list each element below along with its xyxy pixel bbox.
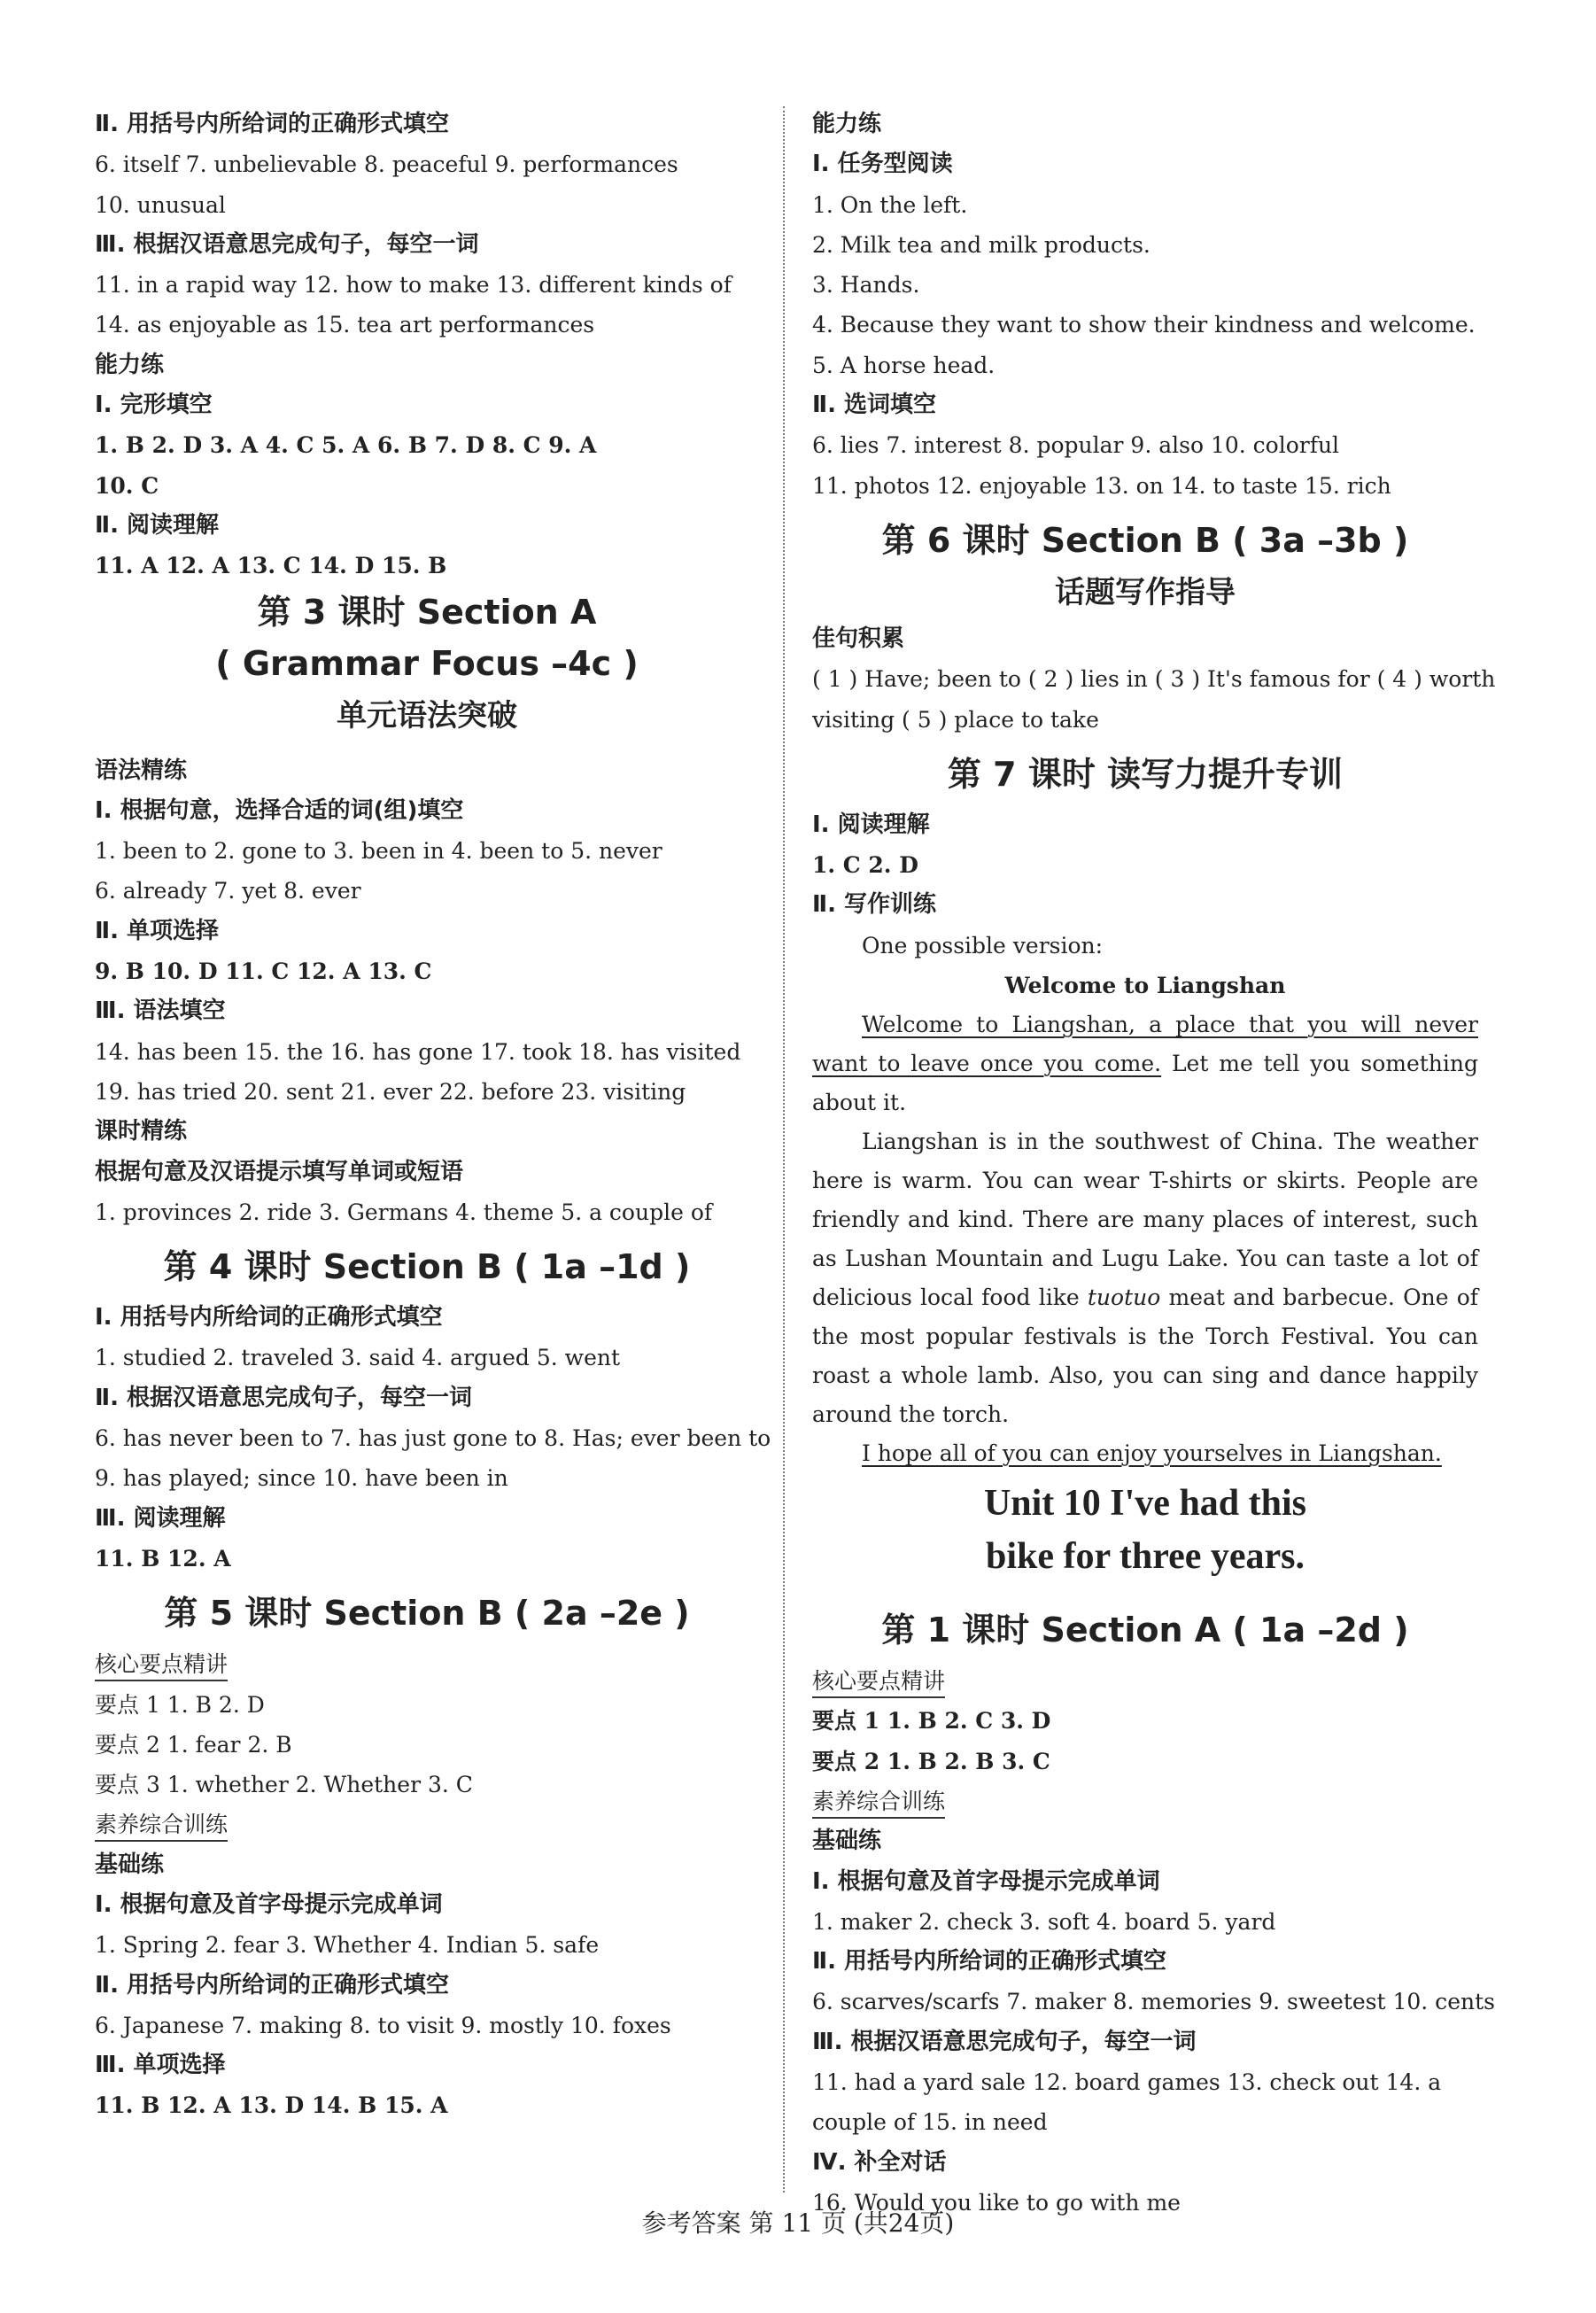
section-heading: Ⅱ. 选词填空 [812, 392, 937, 419]
answer-line: 9. B 10. D 11. C 12. A 13. C [95, 959, 432, 985]
answer-line: 要点 3 1. whether 2. Whether 3. C [95, 1772, 473, 1798]
section-heading: Ⅱ. 写作训练 [812, 891, 937, 919]
section-heading: Ⅳ. 补全对话 [812, 2148, 947, 2176]
essay-title: Welcome to Liangshan [1004, 973, 1286, 999]
lesson-title: 第 4 课时 Section B ( 1a –1d ) [163, 1247, 691, 1287]
lesson-title: 第 7 课时 读写力提升专训 [947, 754, 1344, 794]
answer-line: 1. Spring 2. fear 3. Whether 4. Indian 5. safe [95, 1932, 600, 1959]
answer-line: 1. C 2. D [812, 852, 918, 879]
answer-line: 16. Would you like to go with me [812, 2189, 1181, 2216]
answer-line: 1. B 2. D 3. A 4. C 5. A 6. B 7. D 8. C 9. A [95, 432, 597, 459]
section-heading: Ⅱ. 用括号内所给词的正确形式填空 [812, 1948, 1167, 1975]
unit-title-line2: bike for three years. [985, 1536, 1305, 1578]
answer-line: 6. scarves/scarfs 7. maker 8. memories 9. sweetest 10. cents [812, 1989, 1495, 2015]
section-heading: Ⅲ. 根据汉语意思完成句子，每空一词 [812, 2028, 1197, 2055]
answer-line: visiting ( 5 ) place to take [812, 706, 1099, 733]
answer-line: 5. A horse head. [812, 352, 996, 378]
section-heading: Ⅲ. 阅读理解 [95, 1504, 226, 1532]
section-heading: Ⅰ. 用括号内所给词的正确形式填空 [95, 1304, 443, 1331]
answer-line: 14. as enjoyable as 15. tea art performances [95, 312, 595, 338]
section-heading: Ⅱ. 根据汉语意思完成句子，每空一词 [95, 1384, 473, 1411]
essay-paragraph: Welcome to Liangshan, a place that you will never want to leave once you come. Let me tell you something about it. [812, 1012, 1479, 1116]
section-heading: Ⅲ. 单项选择 [95, 2052, 226, 2079]
core-points-heading: 核心要点精讲 [95, 1644, 759, 1684]
answer-line: 要点 1 1. B 2. C 3. D [812, 1708, 1051, 1735]
section-heading: 课时精练 [95, 1118, 188, 1145]
answer-line: 10. C [95, 472, 159, 499]
answer-line: 4. Because they want to show their kindness and welcome. [812, 312, 1476, 338]
answer-line: 6. already 7. yet 8. ever [95, 878, 361, 904]
answer-line: 14. has been 15. the 16. has gone 17. took 18. has visited [95, 1038, 741, 1065]
answer-line: 1. studied 2. traveled 3. said 4. argued 5. went [95, 1345, 621, 1371]
answer-line: 6. has never been to 7. has just gone to 8. Has; ever been to [95, 1425, 771, 1452]
answer-line: 19. has tried 20. sent 21. ever 22. before 23. visiting [95, 1078, 686, 1105]
answer-line: 9. has played; since 10. have been in [95, 1465, 508, 1492]
training-heading: 素养综合训练 [95, 1805, 759, 1844]
section-heading: 能力练 [812, 111, 882, 137]
section-heading: 根据句意及汉语提示填写单词或短语 [95, 1158, 464, 1185]
section-heading: Ⅰ. 根据句意，选择合适的词(组)填空 [95, 796, 464, 824]
answer-line: 11. photos 12. enjoyable 13. on 14. to taste 15. rich [812, 472, 1391, 499]
answer-line: 11. in a rapid way 12. how to make 13. different kinds of [95, 272, 732, 299]
section-heading: Ⅱ. 阅读理解 [95, 511, 220, 539]
answer-line: ( 1 ) Have; been to ( 2 ) lies in ( 3 ) It's famous for ( 4 ) worth [812, 666, 1496, 693]
answer-line: couple of 15. in need [812, 2109, 1048, 2136]
answer-line: 3. Hands. [812, 272, 920, 299]
unit-title: Unit 10 I've had this [983, 1483, 1307, 1525]
section-heading: Ⅱ. 用括号内所给词的正确形式填空 [95, 111, 450, 137]
answer-line: 11. B 12. A [95, 1545, 231, 1572]
page-footer: 参考答案 第 11 页 (共24页) [641, 2208, 955, 2238]
lesson-title: 第 3 课时 Section A [257, 592, 597, 632]
section-heading: Ⅰ. 完形填空 [95, 392, 213, 419]
answer-line: 10. unusual [95, 191, 226, 218]
section-heading: 基础练 [95, 1851, 165, 1878]
training-heading: 素养综合训练 [812, 1781, 1478, 1821]
answer-line: 要点 1 1. B 2. D [95, 1691, 265, 1718]
right-column [812, 105, 1496, 2223]
lesson-title: 第 5 课时 Section B ( 2a –2e ) [164, 1594, 690, 1634]
essay-intro: One possible version: [862, 932, 1104, 959]
section-heading: 语法精练 [95, 757, 188, 784]
lesson-subtitle: 话题写作指导 [1055, 574, 1236, 610]
section-heading: Ⅱ. 用括号内所给词的正确形式填空 [95, 1971, 450, 1999]
section-heading: Ⅲ. 语法填空 [95, 997, 226, 1025]
answer-line: 6. lies 7. interest 8. popular 9. also 10. colorful [812, 432, 1340, 459]
essay-paragraph: I hope all of you can enjoy yourselves in Liangshan. [862, 1440, 1442, 1467]
section-heading: 基础练 [812, 1828, 882, 1855]
section-heading: Ⅰ. 阅读理解 [812, 811, 930, 838]
section-heading: 佳句积累 [812, 625, 905, 652]
answer-line: 1. maker 2. check 3. soft 4. board 5. yard [812, 1908, 1276, 1935]
answer-line: 1. provinces 2. ride 3. Germans 4. theme 5. a couple of [95, 1199, 713, 1225]
section-heading: Ⅰ. 根据句意及首字母提示完成单词 [812, 1867, 1160, 1895]
answer-line: 2. Milk tea and milk products. [812, 231, 1151, 258]
answer-line: 11. had a yard sale 12. board games 13. check out 14. a [812, 2069, 1442, 2096]
answer-line: 1. been to 2. gone to 3. been in 4. been to 5. never [95, 838, 662, 865]
answer-line: 1. On the left. [812, 191, 968, 218]
essay-paragraph: Liangshan is in the southwest of China. The weather here is warm. You can wear T-shirts or skirts. People are friendly and kind. There are many places of interest, such as Lushan Mountain and Lugu Lake. You can taste a lot of delicious local food like tuotuo meat and barbecue. One of the most popular festivals is the Torch Festival. You can roast a whole lamb. Also, you can sing and dance happily around the torch. [812, 1129, 1479, 1428]
section-heading: 能力练 [95, 351, 165, 378]
answer-line: 要点 2 1. B 2. B 3. C [812, 1748, 1050, 1774]
left-column [95, 105, 771, 2126]
section-heading: Ⅲ. 根据汉语意思完成句子，每空一词 [95, 230, 479, 258]
answer-line: 11. A 12. A 13. C 14. D 15. B [95, 553, 447, 579]
answer-line: 11. B 12. A 13. D 14. B 15. A [95, 2092, 448, 2119]
section-heading: Ⅰ. 任务型阅读 [812, 151, 953, 178]
lesson-subtitle: 单元语法突破 [337, 697, 517, 733]
answer-line: 6. Japanese 7. making 8. to visit 9. mostly 10. foxes [95, 2012, 671, 2038]
section-heading: Ⅰ. 根据句意及首字母提示完成单词 [95, 1890, 443, 1918]
core-points-heading: 核心要点精讲 [812, 1661, 1478, 1701]
column-divider [783, 106, 785, 2193]
section-heading: Ⅱ. 单项选择 [95, 917, 220, 944]
lesson-title: 第 6 课时 Section B ( 3a –3b ) [881, 520, 1409, 560]
answer-line: 6. itself 7. unbelievable 8. peaceful 9. performances [95, 151, 678, 178]
lesson-title: 第 1 课时 Section A ( 1a –2d ) [881, 1611, 1409, 1650]
answer-line: 要点 2 1. fear 2. B [95, 1731, 292, 1758]
lesson-title-line2: ( Grammar Focus –4c ) [215, 643, 639, 683]
